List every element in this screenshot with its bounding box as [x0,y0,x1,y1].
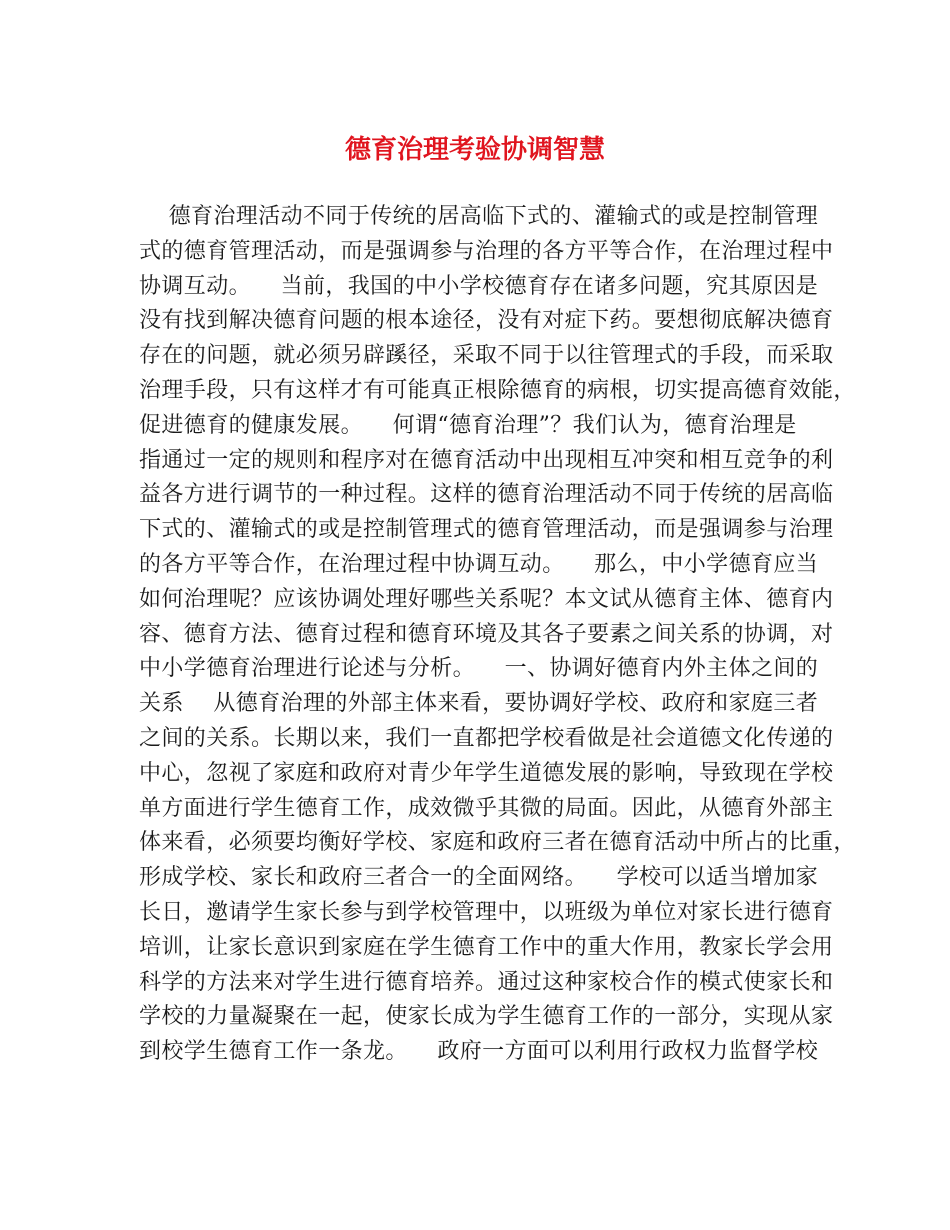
body-line: 促进德育的健康发展。 何谓“德育治理”？我们认为，德育治理是 [139,412,797,438]
body-line: 存在的问题，就必须另辟蹊径，采取不同于以往管理式的手段，而采取 [139,343,834,369]
body-line: 形成学校、家长和政府三者合一的全面网络。 学校可以适当增加家 [139,865,819,891]
body-line: 容、德育方法、德育过程和德育环境及其各子要素之间关系的协调，对 [139,621,834,647]
body-line: 培训，让家长意识到家庭在学生德育工作中的重大作用，教家长学会用 [139,934,834,960]
body-line: 的各方平等合作，在治理过程中协调互动。 那么，中小学德育应当 [139,551,819,577]
body-line: 指通过一定的规则和程序对在德育活动中出现相互冲突和相互竞争的利 [139,447,834,473]
body-line: 学校的力量凝聚在一起，使家长成为学生德育工作的一部分，实现从家 [139,1004,834,1030]
body-line: 中心，忽视了家庭和政府对青少年学生道德发展的影响，导致现在学校 [139,760,834,786]
body-line: 单方面进行学生德育工作，成效微乎其微的局面。因此，从德育外部主 [139,795,834,821]
body-line: 关系 从德育治理的外部主体来看，要协调好学校、政府和家庭三者 [139,691,819,717]
body-line: 如何治理呢？应该协调处理好哪些关系呢？本文试从德育主体、德育内 [139,586,834,612]
document-body [139,200,856,1070]
body-line: 体来看，必须要均衡好学校、家庭和政府三者在德育活动中所占的比重， [139,830,856,856]
body-line: 科学的方法来对学生进行德育培养。通过这种家校合作的模式使家长和 [139,969,834,995]
body-line: 之间的关系。长期以来，我们一直都把学校看做是社会道德文化传递的 [139,725,834,751]
body-line: 没有找到解决德育问题的根本途径，没有对症下药。要想彻底解决德育 [139,308,834,334]
body-line: 长日，邀请学生家长参与到学校管理中，以班级为单位对家长进行德育 [139,899,834,925]
body-line: 下式的、灌输式的或是控制管理式的德育管理活动，而是强调参与治理 [139,517,834,543]
body-line: 中小学德育治理进行论述与分析。 一、协调好德育内外主体之间的 [139,656,819,682]
body-line: 协调互动。 当前，我国的中小学校德育存在诸多问题，究其原因是 [139,273,819,299]
body-line: 益各方进行调节的一种过程。这样的德育治理活动不同于传统的居高临 [139,482,834,508]
body-line: 治理手段，只有这样才有可能真正根除德育的病根，切实提高德育效能， [139,377,856,403]
body-line: 德育治理活动不同于传统的居高临下式的、灌输式的或是控制管理 [139,204,819,229]
body-line: 式的德育管理活动，而是强调参与治理的各方平等合作，在治理过程中 [139,238,834,264]
document-title: 德育治理考验协调智慧 [344,135,605,165]
body-line: 到校学生德育工作一条龙。 政府一方面可以利用行政权力监督学校 [139,1039,819,1065]
